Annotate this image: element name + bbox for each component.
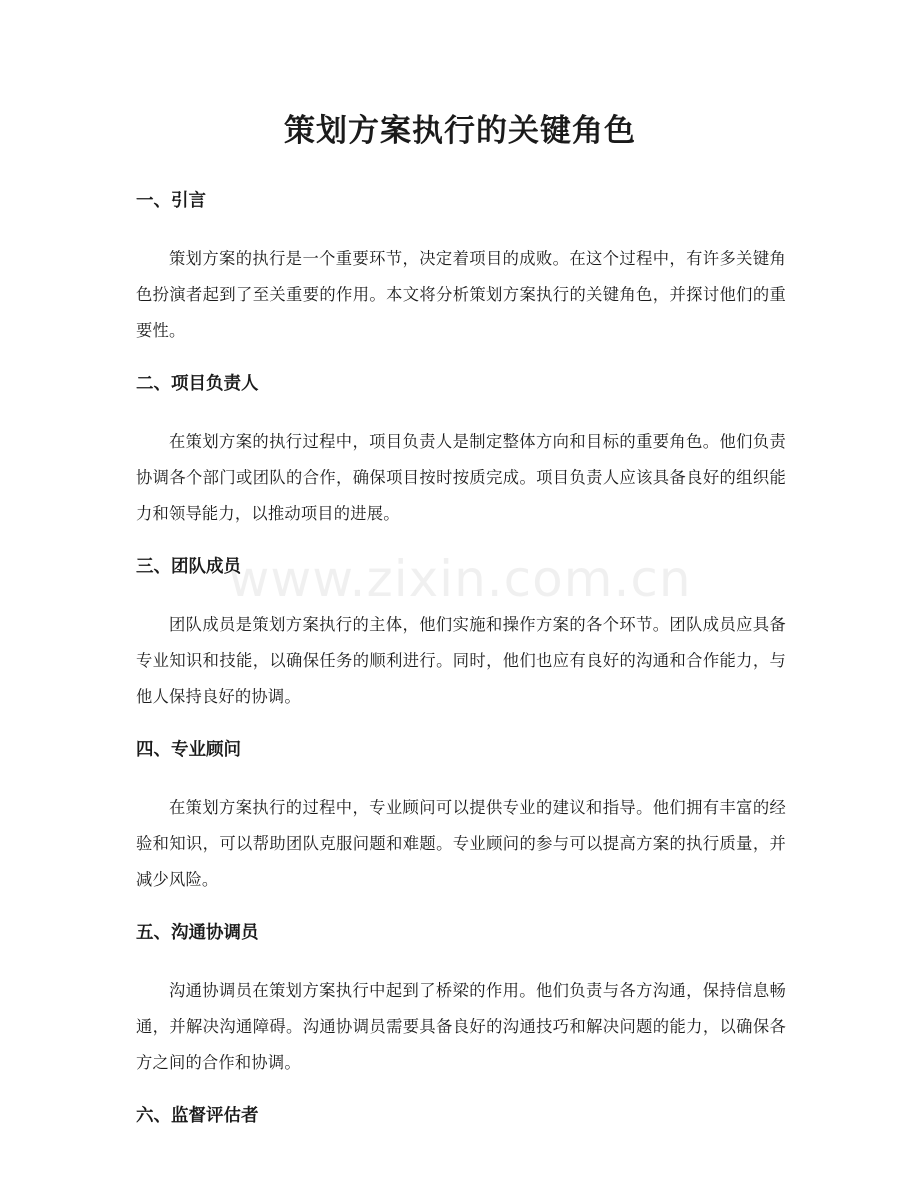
section-coordinator [136, 918, 786, 1081]
document-body [136, 186, 786, 1156]
section-heading: 五、沟通协调员 [136, 923, 259, 943]
section-heading: 六、监督评估者 [136, 1106, 259, 1126]
section-supervisor [136, 1101, 786, 1131]
page-title: 策划方案执行的关键角色 [284, 113, 636, 149]
section-project-lead [136, 369, 786, 532]
section-consultant [136, 735, 786, 898]
section-paragraph: 策划方案的执行是一个重要环节，决定着项目的成败。在这个过程中，有许多关键角色扮演者起到了至关重要的作用。本文将分析策划方案执行的关键角色，并探讨他们的重要性。 [136, 249, 786, 340]
section-team-members [136, 552, 786, 715]
section-paragraph: 沟通协调员在策划方案执行中起到了桥梁的作用。他们负责与各方沟通，保持信息畅通，并解决沟通障碍。沟通协调员需要具备良好的沟通技巧和解决问题的能力，以确保各方之间的合作和协调。 [136, 981, 786, 1072]
section-heading: 三、团队成员 [136, 557, 241, 577]
section-introduction [136, 186, 786, 349]
section-paragraph: 在策划方案执行的过程中，专业顾问可以提供专业的建议和指导。他们拥有丰富的经验和知识，可以帮助团队克服问题和难题。专业顾问的参与可以提高方案的执行质量，并减少风险。 [136, 798, 786, 889]
section-paragraph: 在策划方案的执行过程中，项目负责人是制定整体方向和目标的重要角色。他们负责协调各个部门或团队的合作，确保项目按时按质完成。项目负责人应该具备良好的组织能力和领导能力，以推动项目的进展。 [136, 432, 786, 523]
section-paragraph: 团队成员是策划方案执行的主体，他们实施和操作方案的各个环节。团队成员应具备专业知识和技能，以确保任务的顺利进行。同时，他们也应有良好的沟通和合作能力，与他人保持良好的协调。 [136, 615, 786, 706]
section-heading: 二、项目负责人 [136, 374, 259, 394]
section-heading: 一、引言 [136, 191, 206, 211]
section-heading: 四、专业顾问 [136, 740, 241, 760]
watermark: www.zixin.com.cn [228, 550, 692, 608]
